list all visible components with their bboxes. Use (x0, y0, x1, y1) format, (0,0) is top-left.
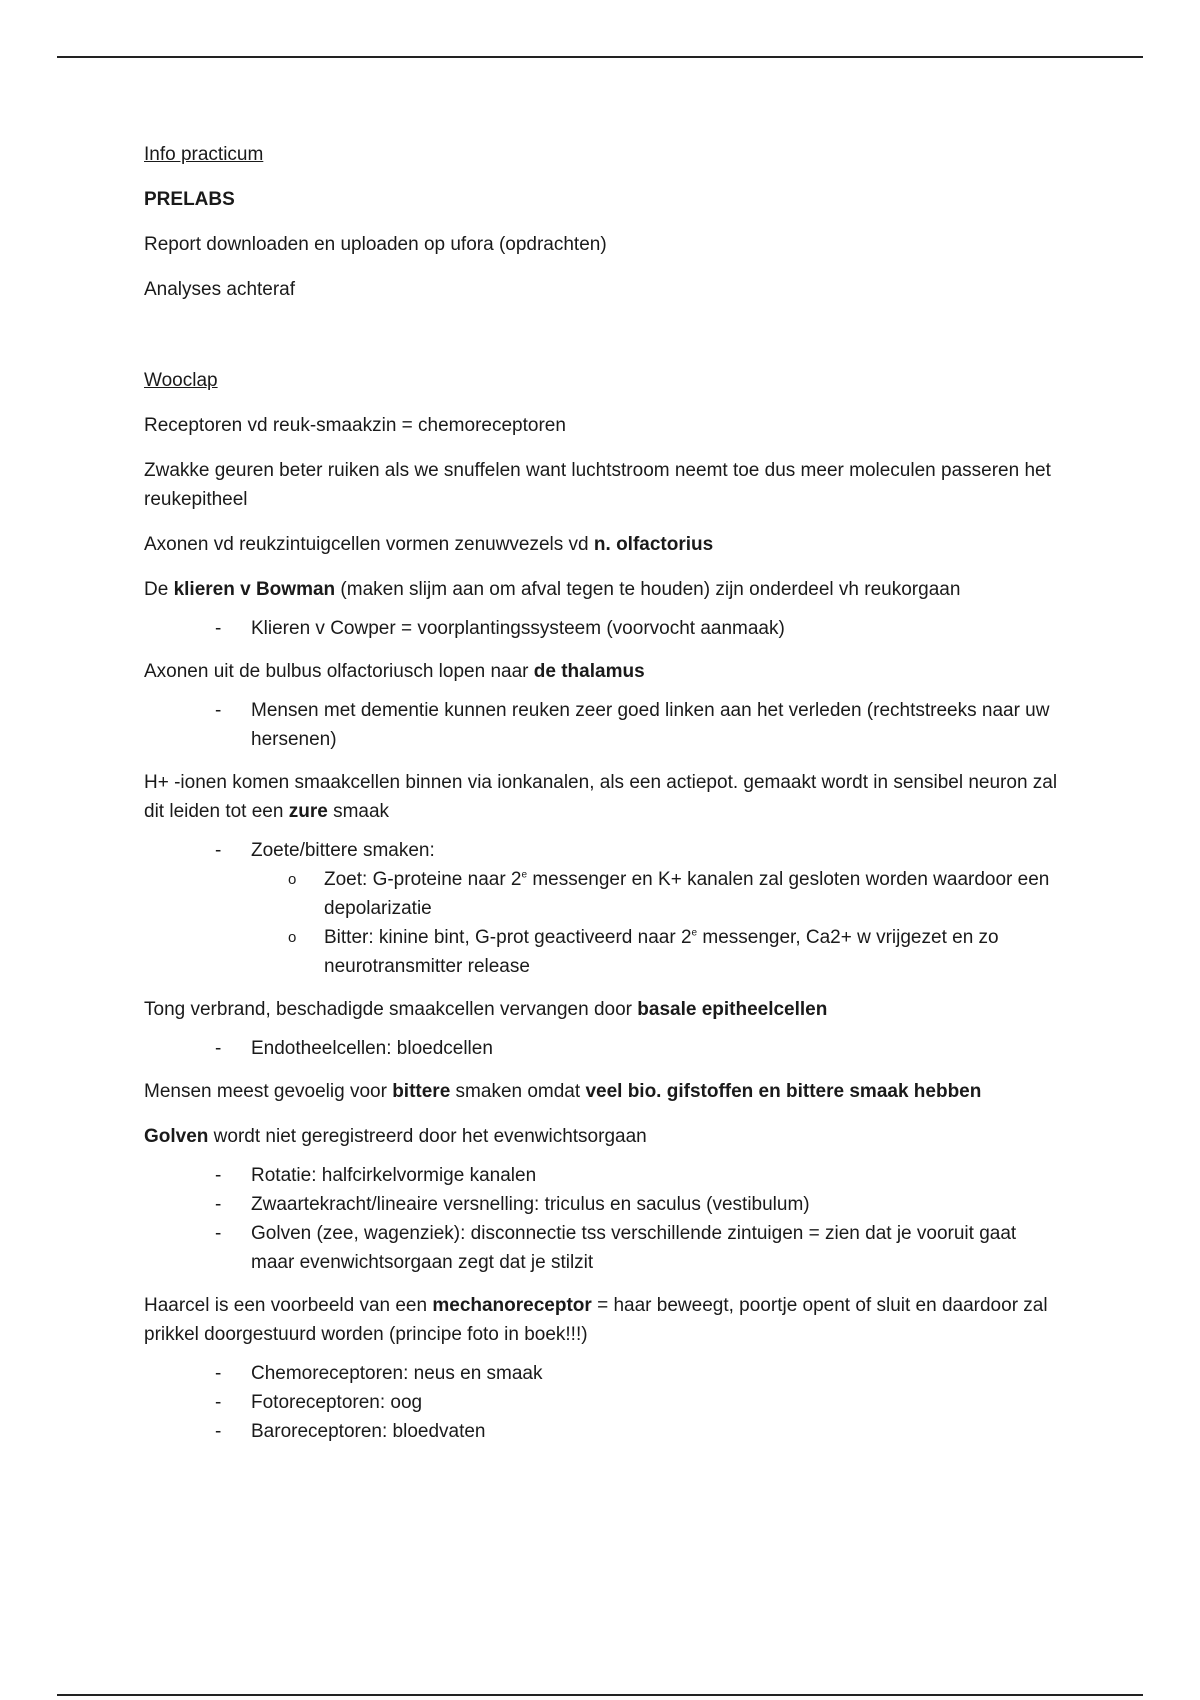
dash-bullet: - (215, 700, 222, 721)
dash-bullet: - (215, 1194, 222, 1215)
paragraph-h-ionen: H+ -ionen komen smaakcellen binnen via ionkanalen, als een actiepot. gemaakt wordt in sensibel neuron zal dit leiden tot een zure smaak (144, 772, 1058, 822)
dash-bullet: - (215, 840, 222, 861)
heading-wooclap: Wooclap (144, 370, 218, 391)
prelabs-label: PRELABS (144, 189, 235, 210)
dash-bullet: - (215, 1038, 222, 1059)
list-item: - Zwaartekracht/lineaire versnelling: triculus en saculus (vestibulum) (251, 1190, 1064, 1219)
list-item: - Mensen met dementie kunnen reuken zeer goed linken aan het verleden (rechtstreeks naar uw hersenen) (251, 696, 1064, 754)
heading-info-practicum: Info practicum (144, 144, 264, 165)
circle-bullet: o (288, 929, 297, 946)
header-rule (57, 56, 1143, 58)
paragraph-analyses: Analyses achteraf (144, 279, 296, 300)
paragraph-report: Report downloaden en uploaden op ufora (opdrachten) (144, 234, 607, 255)
paragraph-mensen-gevoelig: Mensen meest gevoelig voor bittere smaken omdat veel bio. gifstoffen en bittere smaak hebben (144, 1081, 982, 1102)
document-body (144, 140, 1064, 1460)
list-smaken (144, 836, 1064, 981)
list-dementie (144, 696, 1064, 754)
list-item: - Zoete/bittere smaken: o Zoet: G-proteine naar 2e messenger en K+ kanalen zal gesloten worden waardoor een depolarizatie o Bitter: kinine bint, G-prot geactiveerd naar 2e messenger, Ca2+ w vrijgezet en zo neurotransmitter release (251, 836, 1064, 981)
sublist-item: o Zoet: G-proteine naar 2e messenger en K+ kanalen zal gesloten worden waardoor een depolarizatie (324, 865, 1064, 923)
list-item: - Fotoreceptoren: oog (251, 1388, 1064, 1417)
list-item: - Klieren v Cowper = voorplantingssysteem (voorvocht aanmaak) (251, 614, 1064, 643)
paragraph-zwakke-geuren: Zwakke geuren beter ruiken als we snuffelen want luchtstroom neemt toe dus meer moleculen passeren het reukepitheel (144, 460, 1051, 510)
list-item: - Rotatie: halfcirkelvormige kanalen (251, 1161, 1064, 1190)
paragraph-axonen-thalamus: Axonen uit de bulbus olfactoriusch lopen naar de thalamus (144, 661, 645, 682)
sublist-item: o Bitter: kinine bint, G-prot geactiveerd naar 2e messenger, Ca2+ w vrijgezet en zo neurotransmitter release (324, 923, 1064, 981)
list-endotheel (144, 1034, 1064, 1063)
list-evenwicht (144, 1161, 1064, 1277)
list-receptoren (144, 1359, 1064, 1446)
dash-bullet: - (215, 1223, 222, 1244)
list-item: - Endotheelcellen: bloedcellen (251, 1034, 1064, 1063)
list-cowper (144, 614, 1064, 643)
dash-bullet: - (215, 618, 222, 639)
paragraph-golven: Golven wordt niet geregistreerd door het evenwichtsorgaan (144, 1126, 647, 1147)
paragraph-klieren-bowman: De klieren v Bowman (maken slijm aan om afval tegen te houden) zijn onderdeel vh reukorgaan (144, 579, 961, 600)
dash-bullet: - (215, 1363, 222, 1384)
paragraph-tong: Tong verbrand, beschadigde smaakcellen vervangen door basale epitheelcellen (144, 999, 828, 1020)
list-item: - Baroreceptoren: bloedvaten (251, 1417, 1064, 1446)
sublist-smaken (251, 865, 1064, 981)
paragraph-receptoren: Receptoren vd reuk-smaakzin = chemoreceptoren (144, 415, 566, 436)
dash-bullet: - (215, 1421, 222, 1442)
list-item: - Chemoreceptoren: neus en smaak (251, 1359, 1064, 1388)
paragraph-axonen-olfactorius: Axonen vd reukzintuigcellen vormen zenuwvezels vd n. olfactorius (144, 534, 714, 555)
circle-bullet: o (288, 871, 297, 888)
dash-bullet: - (215, 1165, 222, 1186)
list-item: - Golven (zee, wagenziek): disconnectie tss verschillende zintuigen = zien dat je vooruit gaat maar evenwichtsorgaan zegt dat je stilzit (251, 1219, 1064, 1277)
spacer (144, 320, 1064, 366)
dash-bullet: - (215, 1392, 222, 1413)
footer-rule (57, 1694, 1143, 1696)
paragraph-haarcel: Haarcel is een voorbeeld van een mechanoreceptor = haar beweegt, poortje opent of sluit en daardoor zal prikkel doorgestuurd worden (principe foto in boek!!!) (144, 1295, 1048, 1345)
